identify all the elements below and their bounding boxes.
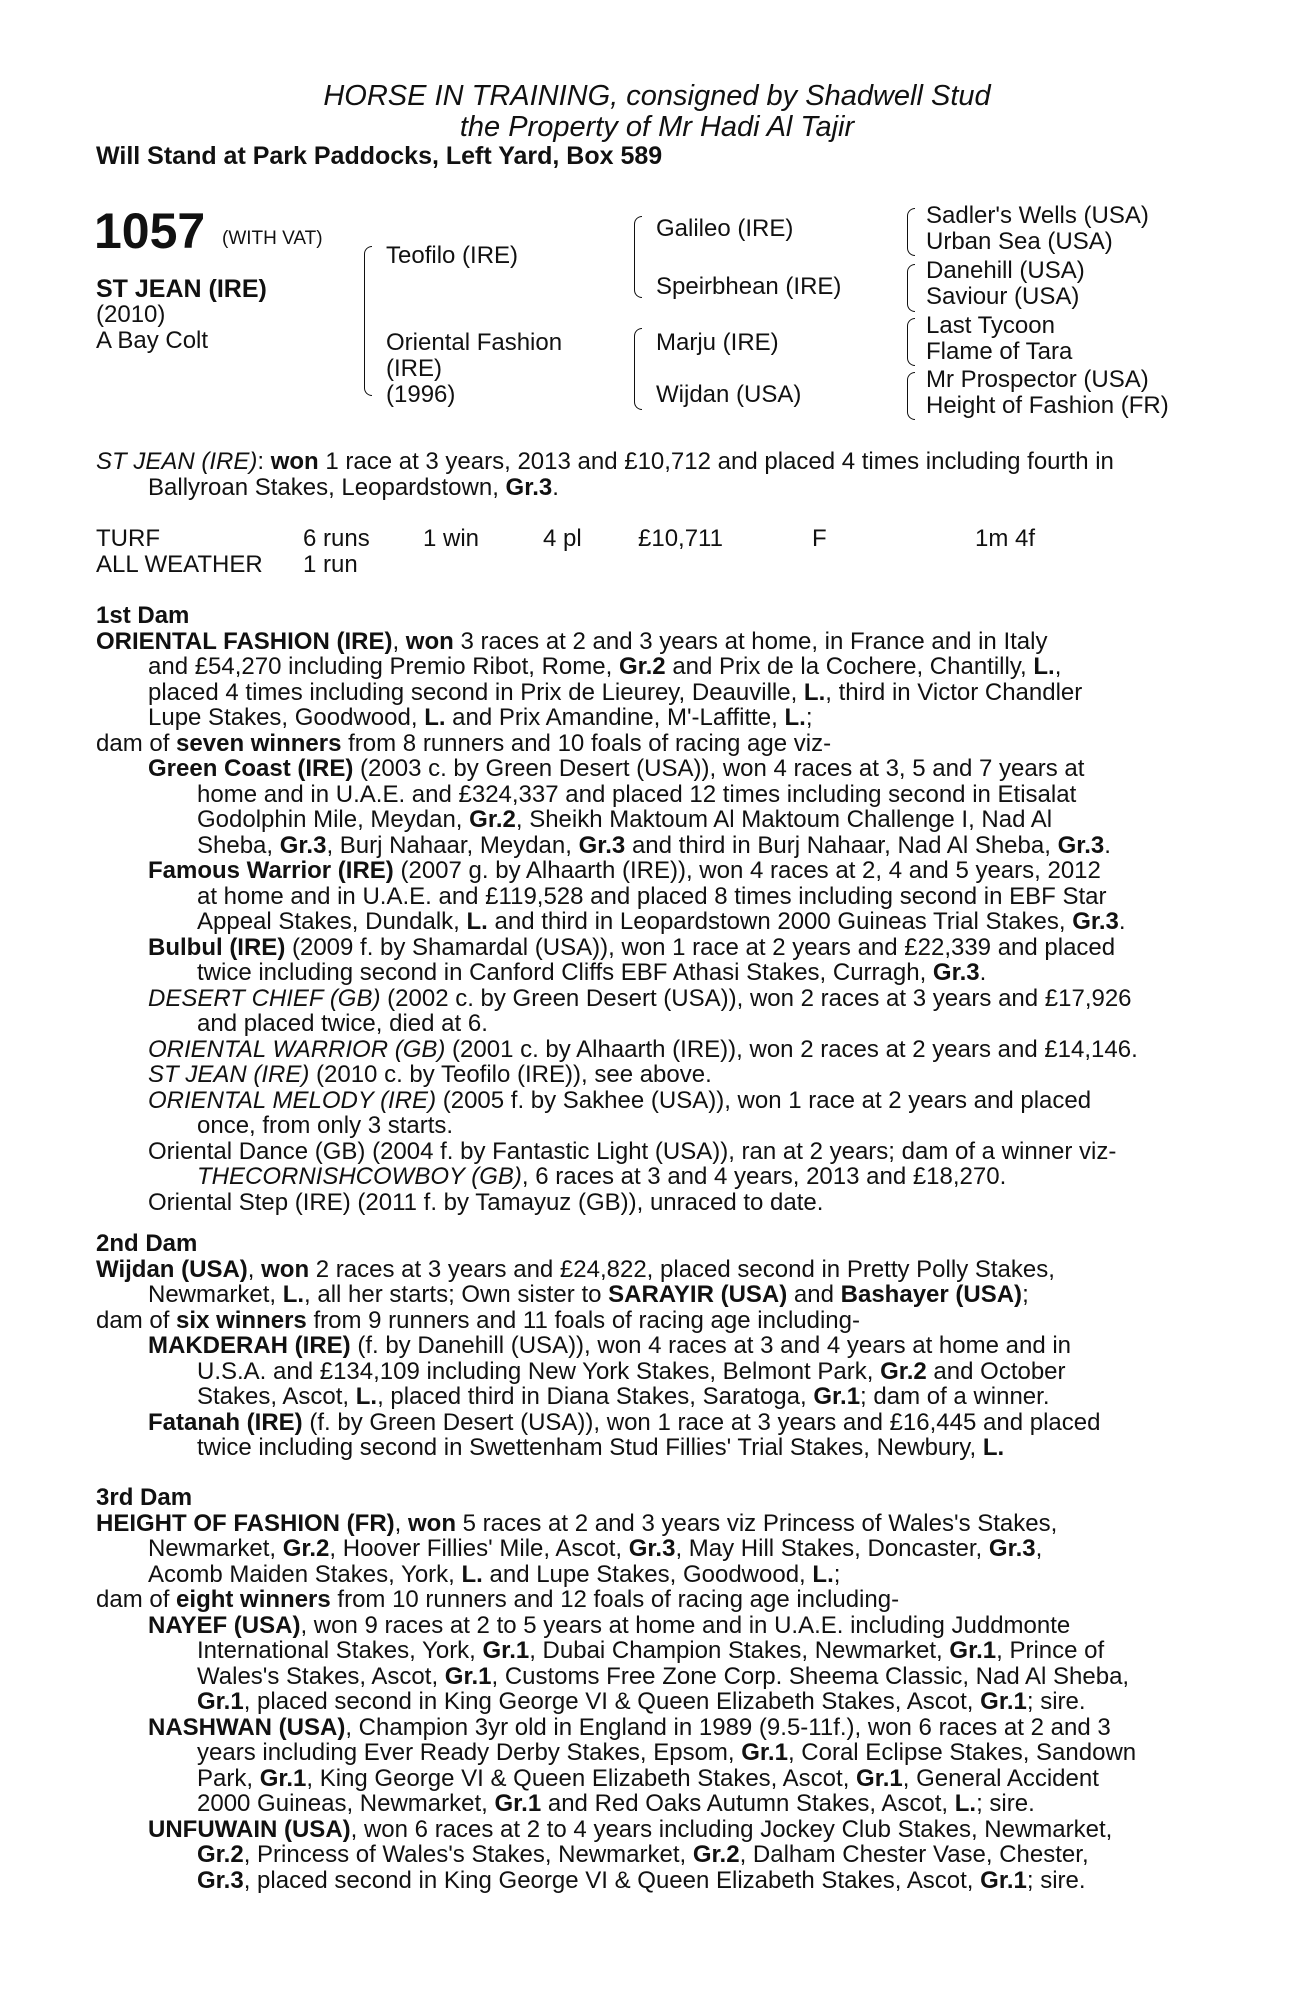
location-line: Will Stand at Park Paddocks, Left Yard, Box 589 xyxy=(96,142,663,170)
pedigree-dam-sire: Marju (IRE) xyxy=(656,329,779,356)
foaling-year: (2010) xyxy=(96,301,166,328)
race-record: ST JEAN (IRE): won 1 race at 3 years, 2013 and £10,712 and placed 4 times including fourth in Ballyroan Stakes, Leopardstown, Gr.3. xyxy=(96,448,1114,501)
pedigree-brace-gen1 xyxy=(364,246,372,396)
pedigree-sdd: Saviour (USA) xyxy=(926,283,1080,310)
pedigree-dam-dam: Wijdan (USA) xyxy=(656,381,802,408)
pedigree-brace-dam xyxy=(634,328,642,410)
pedigree-sss: Sadler's Wells (USA) xyxy=(926,202,1149,229)
pedigree-brace-speirbhean xyxy=(907,264,915,312)
pedigree-dam-line1: Oriental Fashion xyxy=(386,329,563,356)
horse-description: A Bay Colt xyxy=(96,327,209,354)
pedigree-sds: Danehill (USA) xyxy=(926,257,1085,284)
owner-line: the Property of Mr Hadi Al Tajir xyxy=(459,111,855,143)
pedigree-brace-wijdan xyxy=(907,372,915,420)
pedigree-ddd: Height of Fashion (FR) xyxy=(926,392,1169,419)
pedigree-ssd: Urban Sea (USA) xyxy=(926,228,1113,255)
vat-note: (WITH VAT) xyxy=(222,228,323,249)
pedigree-brace-sire xyxy=(634,216,642,298)
pedigree-brace-marju xyxy=(907,318,915,366)
third-dam-section: 3rd Dam HEIGHT OF FASHION (FR), won 5 races at 2 and 3 years viz Princess of Wales's Stakes, Newmarket, Gr.2, Hoover Fillies' Mile, Ascot, Gr.3, May Hill Stakes, Doncaster, Gr.3, Acomb Maiden Stakes, York, L. and Lupe Stakes, Goodwood, L.; dam of eight winners from 10 runners and 12 foals of racing age including- NAYEF (USA), won 9 races at 2 to 5 years at home and in U.A.E. including Juddmonte International Stakes, York, Gr.1, Dubai Champion Stakes, Newmarket, Gr.1, Prince of Wales's Stakes, Ascot, Gr.1, Customs Free Zone Corp. Sheema Classic, Nad Al Sheba, Gr.1, placed second in King George VI & Queen Elizabeth Stakes, Ascot, Gr.1; sire. NASHWAN (USA), Champion 3yr old in England in 1989 (9.5-11f.), won 6 races at 2 and 3 years including Ever Ready Derby Stakes, Epsom, Gr.1, Coral Eclipse Stakes, Sandown Park, Gr.1, King George VI & Queen Elizabeth Stakes, Ascot, Gr.1, General Accident 2000 Guineas, Newmarket, Gr.1 and Red Oaks Autumn Stakes, Ascot, L.; sire. UNFUWAIN (USA), won 6 races at 2 to 4 years including Jockey Club Stakes, Newmarket, Gr.2, Princess of Wales's Stakes, Newmarket, Gr.2, Dalham Chester Vase, Chester, Gr.3, placed second in King George VI & Queen Elizabeth Stakes, Ascot, Gr.1; sire. xyxy=(96,1484,1137,1894)
pedigree-brace-galileo xyxy=(907,208,915,256)
pedigree-dds: Mr Prospector (USA) xyxy=(926,366,1149,393)
consignor-line: HORSE IN TRAINING, consigned by Shadwell Stud xyxy=(323,80,991,112)
pedigree-dsd: Flame of Tara xyxy=(926,338,1073,365)
pedigree-dss: Last Tycoon xyxy=(926,312,1055,339)
pedigree-dam-line2: (IRE) xyxy=(386,355,442,382)
catalogue-page: HORSE IN TRAINING, consigned by Shadwell Stud the Property of Mr Hadi Al Tajir Will Stand at Park Paddocks, Left Yard, Box 589 1057 (WITH VAT) ST JEAN (IRE) (2010) A Bay Colt Teofilo (IRE) Oriental Fashion (IRE) (1996) Galileo (IRE) Speirbhean (IRE) Marju (IRE) Wijdan (USA) Sadler's Wells (USA) Urban Sea (USA) Danehill (USA) Saviour (USA) Last Tycoon Flame of Tara Mr Prospector (USA) Height of Fashion (FR) ST JEAN (IRE): won 1 race at 3 years, 2013 and £10,712 and placed 4 times including fourth in Ballyroan Stakes, Leopardstown, Gr.3. TURF 6 runs 1 win 4 pl £10,711 F 1m 4f ALL WEATHER 1 run 1st Dam ORIENTAL FASHION (IRE), won 3 races at 2 and 3 years at home, in France and in Italy and £54,270 including Premio Ribot, Rome, Gr.2 and Prix de la Cochere, Chantilly, L., placed 4 times including second in Prix de Lieurey, Deauville, L., third in Victor Chandler Lupe Stakes, Goodwood, L. and Prix Amandine, M'-Laffitte, L.; dam of seven winners from 8 runners and 10 foals of racing age viz- Green Coast (IRE) (2003 c. by Green Desert (USA)), won 4 races at 3, 5 and 7 years at home and in U.A.E. and £324,337 and placed 12 times including second in Etisalat Godolphin Mile, Meydan, Gr.2, Sheikh Maktoum Al Maktoum Challenge I, Nad Al Sheba, Gr.3, Burj Nahaar, Meydan, Gr.3 and third in Burj Nahaar, Nad Al Sheba, Gr.3. Famous Warrior (IRE) (2007 g. by Alhaarth (IRE)), won 4 races at 2, 4 and 5 years, 2012 at home and in U.A.E. and £119,528 and placed 8 times including second in EBF Star Appeal Stakes, Dundalk, L. and third in Leopardstown 2000 Guineas Trial Stakes, Gr.3. Bulbul (IRE) (2009 f. by Shamardal (USA)), won 1 race at 2 years and £22,339 and placed twice including second in Canford Cliffs EBF Athasi Stakes, Curragh, Gr.3. DESERT CHIEF (GB) (2002 c. by Green Desert (USA)), won 2 races at 3 years and £17,926 and placed twice, died at 6. ORIENTAL WARRIOR (GB) (2001 c. by Alhaarth (IRE)), won 2 races at 2 years and £14,146. ST JEAN (IRE) (2010 c. by Teofilo (IRE)), see above. ORIENTAL MELODY (IRE) (2005 f. by Sakhee (USA)), won 1 race at 2 years and placed once, from only 3 starts. Oriental Dance (GB) (2004 f. by Fantastic Light (USA)), ran at 2 years; dam of a winner viz- THECORNISHCOWBOY (GB), 6 races at 3 and 4 years, 2013 and £18,270. Oriental Step (IRE) (2011 f. by Tamayuz (GB)), unraced to date. 2nd Dam Wijdan (USA), won 2 races at 3 years and £24,822, placed second in Pretty Polly Stakes, Newmarket, L., all her starts; Own sister to SARAYIR (USA) and Bashayer (USA); dam of six winners from 9 runners and 11 foals of racing age including- MAKDERAH (IRE) (f. by Danehill (USA)), won 4 races at 3 and 4 years at home and in U.S.A. and £134,109 including New York Stakes, Belmont Park, Gr.2 and October Stakes, Ascot, L., placed third in Diana Stakes, Saratoga, Gr.1; dam of a winner. Fatanah (IRE) (f. by Green Desert (USA)), won 1 race at 3 years and £16,445 and placed twice including second in Swettenham Stud Fillies' Trial Stakes, Newbury, L. 3rd Dam HEIGHT OF FASHION (FR), won 5 races at 2 and 3 years viz Princess of Wales's Stakes, Newmarket, Gr.2, Hoover Fillies' Mile, Ascot, Gr.3, May Hill Stakes, Doncaster, Gr.3, Acomb Maiden Stakes, York, L. and Lupe Stakes, Goodwood, L.; dam of eight winners from 10 runners and 12 foals of racing age including- NAYEF (USA), won 9 races at 2 to 5 years at home and in U.A.E. including Juddmonte International Stakes, York, Gr.1, Dubai Champion Stakes, Newmarket, Gr.1, Prince of Wales's Stakes, Ascot, Gr.1, Customs Free Zone Corp. Sheema Classic, Nad Al Sheba, Gr.1, placed second in King George VI & Queen Elizabeth Stakes, Ascot, Gr.1; sire. NASHWAN (USA), Champion 3yr old in England in 1989 (9.5-11f.), won 6 races at 2 and 3 years including Ever Ready Derby Stakes, Epsom, Gr.1, Coral Eclipse Stakes, Sandown Park, Gr.1, King George VI & Queen Elizabeth Stakes, Ascot, Gr.1, General Accident 2000 Guineas, Newmarket, Gr.1 and Red Oaks Autumn Stakes, Ascot, L.; sire. UNFUWAIN (USA), won 6 races at 2 to 4 years including Jockey Club Stakes, Newmarket, Gr.2, Princess of Wales's Stakes, Newmarket, Gr.2, Dalham Chester Vase, Chester, Gr.3, placed second in King George VI & Queen Elizabeth Stakes, Ascot, Gr.1; sire. xyxy=(0,0,1314,2000)
second-dam-section: 2nd Dam Wijdan (USA), won 2 races at 3 years and £24,822, placed second in Pretty Polly Stakes, Newmarket, L., all her starts; Own sister to SARAYIR (USA) and Bashayer (USA); dam of six winners from 9 runners and 11 foals of racing age including- MAKDERAH (IRE) (f. by Danehill (USA)), won 4 races at 3 and 4 years at home and in U.S.A. and £134,109 including New York Stakes, Belmont Park, Gr.2 and October Stakes, Ascot, L., placed third in Diana Stakes, Saratoga, Gr.1; dam of a winner. Fatanah (IRE) (f. by Green Desert (USA)), won 1 race at 3 years and £16,445 and placed twice including second in Swettenham Stud Fillies' Trial Stakes, Newbury, L. xyxy=(96,1230,1101,1461)
lot-number: 1057 xyxy=(94,203,206,259)
pedigree-sire-sire: Galileo (IRE) xyxy=(656,215,794,242)
horse-name: ST JEAN (IRE) xyxy=(96,275,267,303)
first-dam-section: 1st Dam ORIENTAL FASHION (IRE), won 3 races at 2 and 3 years at home, in France and in Italy and £54,270 including Premio Ribot, Rome, Gr.2 and Prix de la Cochere, Chantilly, L., placed 4 times including second in Prix de Lieurey, Deauville, L., third in Victor Chandler Lupe Stakes, Goodwood, L. and Prix Amandine, M'-Laffitte, L.; dam of seven winners from 8 runners and 10 foals of racing age viz- Green Coast (IRE) (2003 c. by Green Desert (USA)), won 4 races at 3, 5 and 7 years at home and in U.A.E. and £324,337 and placed 12 times including second in Etisalat Godolphin Mile, Meydan, Gr.2, Sheikh Maktoum Al Maktoum Challenge I, Nad Al Sheba, Gr.3, Burj Nahaar, Meydan, Gr.3 and third in Burj Nahaar, Nad Al Sheba, Gr.3. Famous Warrior (IRE) (2007 g. by Alhaarth (IRE)), won 4 races at 2, 4 and 5 years, 2012 at home and in U.A.E. and £119,528 and placed 8 times including second in EBF Star Appeal Stakes, Dundalk, L. and third in Leopardstown 2000 Guineas Trial Stakes, Gr.3. Bulbul (IRE) (2009 f. by Shamardal (USA)), won 1 race at 2 years and £22,339 and placed twice including second in Canford Cliffs EBF Athasi Stakes, Curragh, Gr.3. DESERT CHIEF (GB) (2002 c. by Green Desert (USA)), won 2 races at 3 years and £17,926 and placed twice, died at 6. ORIENTAL WARRIOR (GB) (2001 c. by Alhaarth (IRE)), won 2 races at 2 years and £14,146. ST JEAN (IRE) (2010 c. by Teofilo (IRE)), see above. ORIENTAL MELODY (IRE) (2005 f. by Sakhee (USA)), won 1 race at 2 years and placed once, from only 3 starts. Oriental Dance (GB) (2004 f. by Fantastic Light (USA)), ran at 2 years; dam of a winner viz- THECORNISHCOWBOY (GB), 6 races at 3 and 4 years, 2013 and £18,270. Oriental Step (IRE) (2011 f. by Tamayuz (GB)), unraced to date. xyxy=(96,602,1138,1216)
pedigree-sire-dam: Speirbhean (IRE) xyxy=(656,273,842,300)
pedigree-dam-line3: (1996) xyxy=(386,381,456,408)
pedigree-sire: Teofilo (IRE) xyxy=(386,242,519,269)
